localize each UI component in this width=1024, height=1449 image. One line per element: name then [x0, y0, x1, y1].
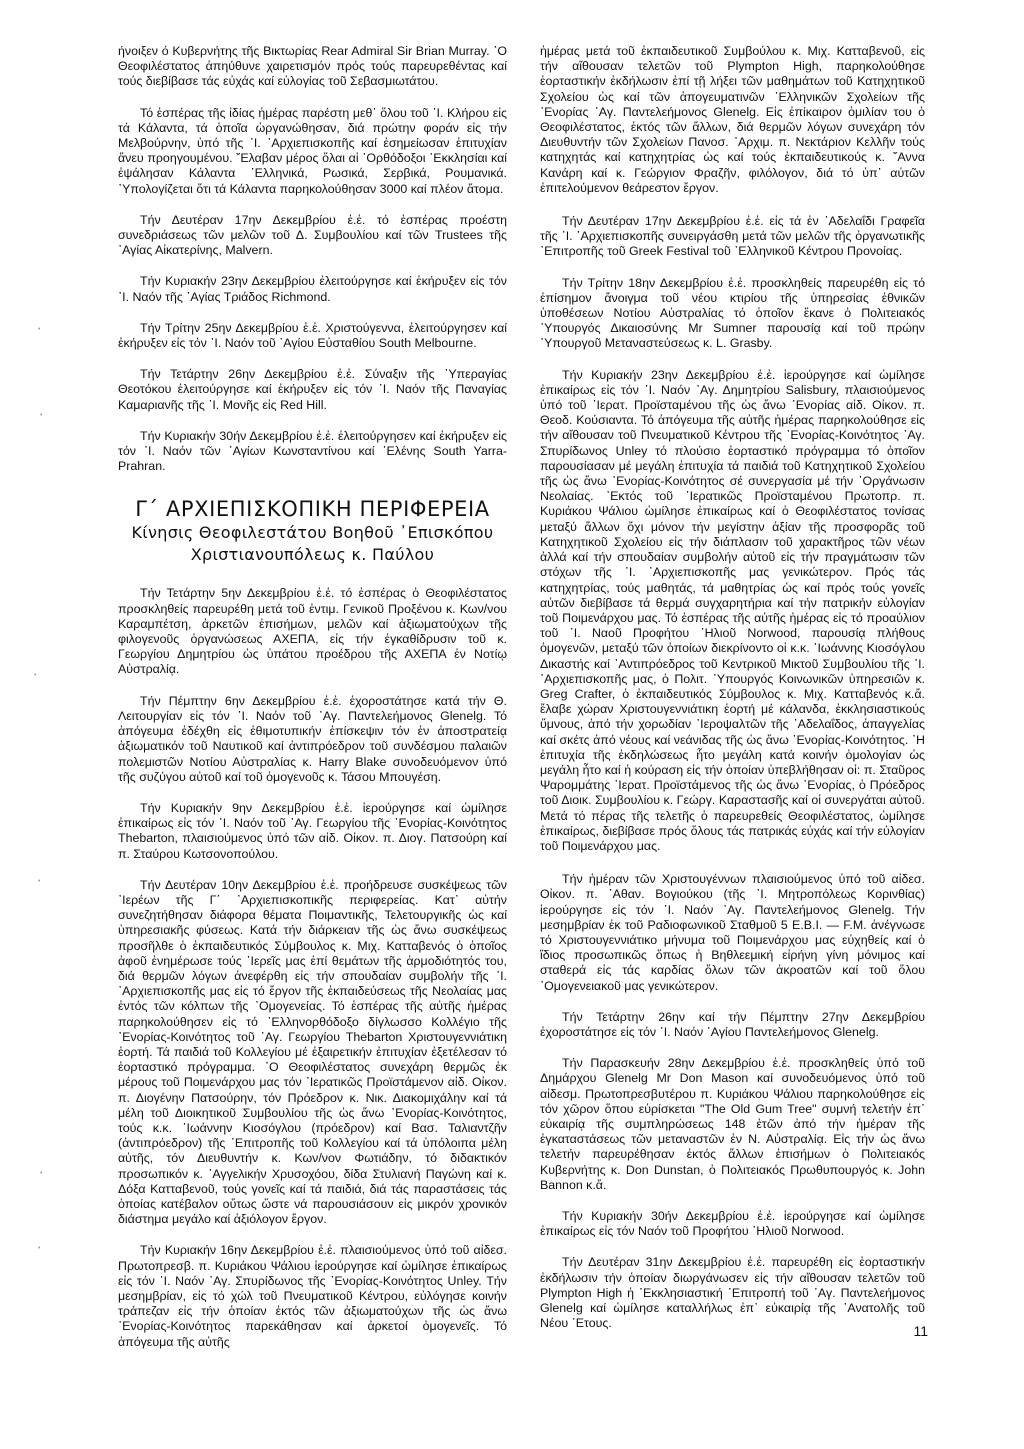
paragraph: Τήν Τρίτην 18ην Δεκεμβρίου ἐ.ἐ. προσκληθείς παρευρέθη εἰς τό ἐπίσημον ἄνοιγμα τοῦ νέου κτιρίου τῆς ὑπηρεσίας ἐθνικῶν ὑποθέσεων Νοτίου Αὐστραλίας τό ὁποῖον ἔκανε ὁ Πολιτειακός ᾽Υπουργός Δικαιοσύνης Mr Sumner παρουσίᾳ καί τοῦ πρώην ᾽Υπουργοῦ Μεταναστεύσεως κ. L. Grasby.: [540, 275, 925, 351]
paragraph: Τήν Δευτέραν 31ην Δεκεμβρίου ἐ.ἐ. παρευρέθη εἰς ἑορταστικήν ἐκδήλωσιν τήν ὁποίαν διωργάνωσεν εἰς τήν αἴθουσαν τελετῶν τοῦ Plympton High ἡ ᾽Εκκλησιαστική ᾽Επιτροπή τοῦ ᾽Αγ. Παντελεήμονος Glenelg καί ὡμίλησε καταλλήλως ἐπ᾽ εὐκαιρίᾳ τῆς ᾽Ανατολῆς τοῦ Νέου ᾽Ετους.: [540, 1255, 925, 1331]
paragraph: Τήν Κυριακήν 23ην Δεκεμβρίου ἐ.ἐ. ἱερούργησε καί ὡμίλησε ἐπικαίρως εἰς τόν ᾽Ι. Ναόν ᾽Αγ. Δημητρίου Salisbury, πλαισιούμενος ὑπό τοῦ ᾽Ιερατ. Προϊσταμένου τῆς ὡς ἄνω ᾽Ενορίας αἰδ. Οἰκον. π. Θεοδ. Κούσιαντα. Τό ἀπόγευμα τῆς αὐτῆς ἡμέρας παρηκολούθησε εἰς τήν αἴθουσαν τοῦ Πνευματικοῦ Κέντρου τῆς ᾽Ενορίας-Κοινότητος ᾽Αγ. Σπυρίδωνος Unley τό πλούσιο ἑορταστικό πρόγραμμα τό ὁποῖον παρουσίασαν μέ μεγάλη ἐπιτυχία τά παιδιά τοῦ Κατηχητικοῦ Σχολείου τῆς ὡς ἄνω ᾽Ενορίας-Κοινότητος σέ συνεργασία μέ τήν ᾽Οργάνωσιν Νεολαίας. ᾽Εκτός τοῦ ᾽Ιερατικῶς Προϊσταμένου Πρωτοπρ. π. Κυριάκου Ψάλιου ὡμίλησε ἐπικαίρως καί ὁ Θεοφιλέστατος τονίσας μεταξύ ἄλλων ὄχι μόνον τήν μεγίστην ἀξίαν τῆς προσφορᾶς τοῦ Κατηχητικοῦ Σχολείου εἰς τήν διάπλασιν τοῦ χαρακτῆρος τῶν νέων ἀλλά καί τήν σπουδαίαν συμβολήν αὐτοῦ εἰς τήν πραγμάτωσιν τῶν στόχων τῆς ᾽Ι. ᾽Αρχιεπισκοπῆς μας γενικώτερον. Πρός τάς κατηχητρίας, τούς μαθητάς, τά μαθητρίας ὡς καί πρός τούς γονεῖς αὐτῶν διεβίβασε τά θερμά συγχαρητήρια καί τήν πατρικήν εὐλογίαν τοῦ Ποιμενάρχου μας. Τό ἑσπέρας τῆς αὐτῆς ἡμέρας εἰς τό προαύλιον τοῦ ᾽Ι. Ναοῦ Προφήτου ᾽Ηλιοῦ Norwood, παρουσίᾳ πλήθους ὁμογενῶν, μεταξύ τῶν ὁποίων διεκρίνοντο οἱ κ.κ. ᾽Ιωάννης Κιοσόγλου Δικαστής καί ᾽Αντιπρόεδρος τοῦ Κεντρικοῦ Μικτοῦ Συμβουλίου τῆς ᾽Ι. ᾽Αρχιεπισκοπῆς μας, ὁ Πολιτ. ᾽Υπουργός Κοινωνικῶν ὑπηρεσιῶν κ. Greg Crafter, ὁ ἐκπαιδευτικός Σύμβουλος κ. Μιχ. Κατταβενός κ.ἄ. ἔλαβε χώραν Χριστουγεννιάτικη ἑορτή μέ κάλανδα, ἐκκλησιαστικούς ὕμνους, ἀπό τήν χορωδίαν ᾽Ιεροψαλτῶν τῆς ᾽Αδελαΐδος, ἀπαγγελίας καί σκέτς ἀπό νέους καί νεάνιδας τῆς ὡς ἄνω ᾽Ενορίας-Κοινότητος. ᾽Η ἐπιτυχία τῆς ἐκδηλώσεως ἦτο μεγάλη κατά κοινήν ὁμολογίαν ὡς μεγάλη ἦτο καί ἡ κούραση εἰς τήν ὁποίαν ὑπεβλήθησαν οἱ: π. Σταῦρος Ψαρομμάτης ᾽Ιερατ. Προϊστάμενος τῆς ὡς ἄνω ᾽Ενορίας, ὁ Πρόεδρος τοῦ Διοικ. Συμβουλίου κ. Γεώργ. Καραστασῆς καί οἱ συνεργάται αὐτοῦ. Μετά τό πέρας τῆς τελετῆς ὁ παρευρεθείς Θεοφιλέστατος, ὡμίλησε ἐπικαίρως, διεβίβασε πρός ὅλους τάς πατρικάς εὐχάς καί τήν εὐλογίαν τοῦ Ποιμενάρχου μας.: [540, 367, 925, 853]
paragraph: ἡμέρας μετά τοῦ ἐκπαιδευτικοῦ Συμβούλου κ. Μιχ. Κατταβενοῦ, εἰς τήν αἴθουσαν τελετῶν τοῦ Plympton High, παρηκολούθησε ἑορταστικήν ἐκδήλωσιν ἐπί τῇ λήξει τῶν μαθημάτων τοῦ Κατηχητικοῦ Σχολείου ὡς καί τῶν ἀπογευματινῶν ᾽Ελληνικῶν Σχολείων τῆς ᾽Ενορίας ᾽Αγ. Παντελεήμονος Glenelg. Εἰς ἐπίκαιρον ὁμιλίαν του ὁ Θεοφιλέστατος, ἐκτός τῶν ἄλλων, διά θερμῶν λόγων συνεχάρη τόν Διευθυντήν τῶν Σχολείων Πανοσ. ᾽Αρχιμ. π. Νεκτάριον Κελλῆν τούς κατηχητάς καί κατηχητρίας ὡς καί τούς ἐκπαιδευτικούς κ. ῎Αννα Κανάρη καί κ. Γεώργιον Φραζῆν, φιλόλογον, διά τό ὑπ᾽ αὐτῶν ἐπιτελούμενον θεάρεστον ἔργον.: [540, 44, 925, 195]
page-number: 11: [913, 1323, 928, 1339]
margin-speck: •: [40, 412, 43, 419]
paragraph: ήνοιξεν ό Κυβερνήτης τῆς Βικτωρίας Rear Admiral Sir Brian Murray. ᾽Ο Θεοφιλέστατος ἀπηύθυνε χαιρετισμόν πρός τούς παρευρεθέντας καί τούς διεβίβασε τάς εὐχάς καί εὐλογίας τοῦ Σεβασμιωτάτου.: [118, 44, 507, 89]
margin-speck: •: [38, 878, 41, 885]
section-heading: [118, 496, 507, 566]
section-subtitle: Κίνησις Θεοφιλεστάτου Βοηθοῦ ᾽Επισκόπου: [131, 523, 494, 543]
paragraph: Τήν Πέμπτην 6ην Δεκεμβρίου ἐ.ἐ. ἐχοροστάτησε κατά τήν Θ. Λειτουργίαν εἰς τόν ᾽Ι. Ναόν τοῦ ᾽Αγ. Παντελεήμονος Glenelg. Τό ἀπόγευμα ἐδέχθη εἰς ἐθιμοτυπικήν ἐπίσκεψιν τόν ἐν ἀποστρατείᾳ ἀξιωματικόν τοῦ Ναυτικοῦ καί ἀντιπρόεδρον τοῦ συνδέσμου παλαιῶν πολεμιστῶν Νοτίου Αὐστραλίας κ. Harry Blake συνοδευόμενον ὑπό τῆς συζύγου αὐτοῦ καί τοῦ ὁμογενοῦς κ. Τάσου Μπουγέση.: [118, 693, 507, 784]
paragraph: Τήν Δευτέραν 17ην Δεκεμβρίου ἐ.ἐ. εἰς τά ἐν ᾽Αδελαΐδι Γραφεῖα τῆς ᾽Ι. ᾽Αρχιεπισκοπῆς συνειργάσθη μετά τῶν μελῶν τῆς ὀργανωτικῆς ᾽Επιτροπῆς τοῦ Greek Festival τοῦ ᾽Ελληνικοῦ Κέντρου Προνοίας.: [540, 214, 925, 259]
margin-speck: •: [38, 326, 41, 333]
paragraph: Τήν Κυριακήν 9ην Δεκεμβρίου ἐ.ἐ. ἱερούργησε καί ὡμίλησε ἐπικαίρως εἰς τόν ᾽Ι. Ναόν τοῦ ᾽Αγ. Γεωργίου τῆς ᾽Ενορίας-Κοινότητος Thebarton, πλαισιούμενος ὑπό τῶν αἰδ. Οἰκον. π. Διογ. Πατσούρη καί π. Σταύρου Κωτσονοπούλου.: [118, 800, 507, 861]
paragraph: Τήν Τετάρτην 5ην Δεκεμβρίου ἐ.ἐ. τό ἑσπέρας ὁ Θεοφιλέστατος προσκληθείς παρευρέθη μετά τοῦ ἐντιμ. Γενικοῦ Προξένου κ. Κων/νου Καραμπέτση, ἀρκετῶν ἐπισήμων, μελῶν καί ἀξιωματούχων τῆς φιλογενοῦς ὀργανώσεως ΑΧΕΠΑ, εἰς τήν ἐγκαθίδρυσιν τοῦ κ. Γεωργίου Δημητρίου ὡς ὑπάτου προέδρου τῆς ΑΧΕΠΑ ἐν Νοτίῳ Αὐστραλίᾳ.: [118, 586, 507, 677]
paragraph: Τήν Τρίτην 25ην Δεκεμβρίου ἐ.ἐ. Χριστούγεννα, ἐλειτούργησεν καί ἐκήρυξεν εἰς τόν ᾽Ι. Ναόν τοῦ ᾽Αγίου Εὐσταθίου South Melbourne.: [118, 320, 507, 351]
section-subtitle: Χριστιανουπόλεως κ. Παύλου: [190, 545, 435, 565]
margin-speck: •: [40, 1170, 43, 1177]
section-title: Γ΄ ΑΡΧΙΕΠΙΣΚΟΠΙΚΗ ΠΕΡΙΦΕΡΕΙΑ: [135, 497, 490, 522]
margin-speck: •: [34, 672, 37, 679]
paragraph: Τήν Δευτέραν 17ην Δεκεμβρίου ἐ.ἐ. τό ἑσπέρας προέστη συνεδριάσεως τῶν μελῶν τοῦ Δ. Συμβουλίου καί τῶν Trustees τῆς ᾽Αγίας Αἰκατερίνης, Malvern.: [118, 212, 507, 258]
right-column: [540, 44, 925, 1347]
paragraph: Τήν Τετάρτην 26ην καί τήν Πέμπτην 27ην Δεκεμβρίου ἐχοροστάτησε εἰς τόν ᾽Ι. Ναόν ᾽Αγίου Παντελεήμονος Glenelg.: [540, 1009, 925, 1039]
margin-speck: •: [38, 1245, 41, 1252]
left-column: [118, 44, 507, 1366]
paragraph: Τό ἑσπέρας τῆς ἰδίας ἡμέρας παρέστη μεθ᾽ ὅλου τοῦ ᾽Ι. Κλήρου εἰς τά Κάλαντα, τά ὁποῖα ὠργανώθησαν, διά πρώτην φοράν εἰς τήν Μελβούρνην, ὑπό τῆς ᾽Ι. ᾽Αρχιεπισκοπῆς καί ἐσημείωσαν ἐπιτυχίαν ἄνευ προηγουμένου. ῎Ελαβαν μέρος ὅλαι αἱ ᾽Ορθόδοξοι ᾽Εκκλησίαι καί ἐψάλησαν Κάλαντα ᾽Ελληνικά, Ρωσικά, Σερβικά, Ρουμανικά. ᾽Υπολογίζεται ὅτι τά Κάλαντα παρηκολούθησαν 3000 καί πλέον ἄτομα.: [118, 105, 507, 196]
paragraph: Τήν Παρασκευήν 28ην Δεκεμβρίου ἐ.ἐ. προσκληθείς ὑπό τοῦ Δημάρχου Glenelg Mr Don Mason καί συνοδευόμενος ὑπό τοῦ αἰδεσμ. Πρωτοπρεσβυτέρου π. Κυριάκου Ψάλιου παρηκολούθησε εἰς τόν χῶρον ὅπου εὑρίσκεται "The Old Gum Tree" συμνή τελετήν ἐπ᾽ εὐκαιρίᾳ τῆς συμπληρώσεως 148 ἐτῶν ἀπό τήν ἡμέραν τῆς ἐγκαταστάσεως τῶν μεταναστῶν ἐν Ν. Αὐστραλίᾳ. Εἰς τήν ὡς ἄνω τελετήν παρευρέθησαν ἐκτός ἄλλων ἐπισήμων ὁ Πολιτειακός Κυβερνήτης κ. Don Dunstan, ὁ Πολιτειακός Πρωθυπουργός κ. John Bannon κ.ἄ.: [540, 1056, 925, 1192]
paragraph: Τήν Δευτέραν 10ην Δεκεμβρίου ἐ.ἐ. προήδρευσε συσκέψεως τῶν ᾽Ιερέων τῆς Γ΄ ᾽Αρχιεπισκοπικῆς περιφερείας. Κατ᾽ αὐτήν συνεζητήθησαν διάφορα θέματα Ποιμαντικῆς, Τελετουργικῆς ὡς καί ὑπηρεσιακῆς φύσεως. Κατά τήν διάρκειαν τῆς ὡς ἄνω συσκέψεως προσῆλθε ὁ ἐκπαιδευτικός Σύμβουλος κ. Μιχ. Κατταβενός ὁ ὁποῖος ἀφοῦ ἐνημέρωσε τούς ᾽Ιερεῖς μας ἐπί θεμάτων τῆς ἁρμοδιότητός του, διά θερμῶν λόγων ἀνεφέρθη εἰς τήν σπουδαίαν συμβολήν τῆς ᾽Ι. ᾽Αρχιεπισκοπῆς μας εἰς τό ἔργον τῆς ἐκπαιδεύσεως τῆς Νεολαίας μας ἐντός τῶν κόλπων τῆς ᾽Ομογενείας. Τό ἑσπέρας τῆς αὐτῆς ἡμέρας παρηκολούθησεν εἰς τό ᾽Ελληνορθόδοξο δίγλωσσο Κολλέγιο τῆς ᾽Ενορίας-Κοινότητος τοῦ ᾽Αγ. Γεωργίου Thebarton Χριστουγεννιάτικη ἑορτή. Τά παιδιά τοῦ Κολλεγίου μέ ἐξαιρετικήν ἐπιτυχίαν ἐξετέλεσαν τό ἑορταστικό πρόγραμμα. ᾽Ο Θεοφιλέστατος συνεχάρη θερμῶς ἐκ μέρους τοῦ Ποιμενάρχου μας τόν ᾽Ιερατικῶς Προϊστάμενον αἰδ. Οἰκον. π. Διογένην Πατσούρην, τόν Πρόεδρον κ. Νικ. Διακομιχάλην καί τά μέλη τοῦ Διοικητικοῦ Συμβουλίου τῆς ὡς ἄνω ᾽Ενορίας-Κοινότητος, τούς κ.κ. ᾽Ιωάννην Κιοσόγλου (πρόεδρον) καί Βασ. Ταλιαντζῆν (ἀντιπρόεδρον) τῆς ᾽Επιτροπῆς τοῦ Κολλεγίου καί τά ὑπόλοιπα μέλη αὐτῆς, τόν Διευθυντήν κ. Κων/νον Φωτιάδην, τό διδακτικόν προσωπικόν κ. ᾽Αγγελικήν Χρυσοχόου, δίδα Στυλιανή Παγώνη καί κ. Δόξα Κατταβενοῦ, τούς γονεῖς καί τά παιδιά, διά τάς παραστάσεις τάς ὁποίας κατέβαλον οὕτως ὥστε νά παρουσιάσουν εἰς μικρόν χρονικόν διάστημα μεγάλο καί ἀξιόλογον ἔργον.: [118, 877, 507, 1227]
paragraph: Τήν Κυριακήν 30ήν Δεκεμβρίου ἐ.ἐ. ἱερούργησε καί ὡμίλησε ἐπικαίρως εἰς τόν Ναόν τοῦ Προφήτου ᾽Ηλιοῦ Norwood.: [540, 1209, 925, 1239]
paragraph: Τήν Κυριακήν 16ην Δεκεμβρίου ἐ.ἐ. πλαισιούμενος ὑπό τοῦ αἰδεσ. Πρωτοπρεσβ. π. Κυριάκου Ψάλιου ἱερούργησε καί ὡμίλησε ἐπικαίρως εἰς τόν ᾽Ι. Ναόν ᾽Αγ. Σπυρίδωνος τῆς ᾽Ενορίας-Κοινότητος Unley. Τήν μεσημβρίαν, εἰς τό χώλ τοῦ Πνευματικοῦ Κέντρου, εὐλόγησε κοινήν τράπεζαν εἰς τήν ὁποίαν ἐκτός τῶν ἀξιωματούχων τῆς ὡς ἄνω ᾽Ενορίας-Κοινότητος παρεκάθησαν καί ἀρκετοί ὁμογενεῖς. Τό ἀπόγευμα τῆς αὐτῆς: [118, 1243, 507, 1349]
paragraph: Τήν Τετάρτην 26ην Δεκεμβρίου ἐ.ἐ. Σύναξιν τῆς ᾽Υπεραγίας Θεοτόκου ἐλειτούργησε καί ἐκήρυξεν εἰς τόν ᾽Ι. Ναόν τῆς Παναγίας Καμαριανῆς τῆς ᾽Ι. Μονῆς εἰς Red Hill.: [118, 367, 507, 412]
paragraph: Τήν Κυριακήν 30ήν Δεκεμβρίου ἐ.ἐ. ἐλειτούργησεν καί ἐκήρυξεν εἰς τόν ᾽Ι. Ναόν τῶν ᾽Αγίων Κωνσταντίνου καί ᾽Ελένης South Yarra-Prahran.: [118, 428, 507, 474]
paragraph: Τήν Κυριακήν 23ην Δεκεμβρίου ἐλειτούργησε καί ἐκήρυξεν εἰς τόν ᾽Ι. Ναόν τῆς ᾽Αγίας Τριάδος Richmond.: [118, 274, 507, 304]
paragraph: Τήν ἡμέραν τῶν Χριστουγέννων πλαισιούμενος ὑπό τοῦ αἰδεσ. Οἰκον. π. ᾽Αθαν. Βογιούκου (τῆς ᾽Ι. Μητροπόλεως Κορινθίας) ἱερούργησε εἰς τόν ᾽Ι. Ναόν ᾽Αγ. Παντελεήμονος Glenelg. Τήν μεσημβρίαν ἐκ τοῦ Ραδιοφωνικοῦ Σταθμοῦ 5 E.B.I. — F.M. ἀνέγνωσε τό Χριστουγεννιάτικο μήνυμα τοῦ Ποιμενάρχου μας εὐχηθείς καί ὁ ἴδιος προσωπικῶς ὅπως ἡ Βηθλεεμική εἰρήνη γίνη μόνιμος καί σταθερά εἰς τάς καρδίας ὅλων τῶν ἀκροατῶν καί τοῦ ὅλου ᾽Ομογενειακοῦ μας γενικώτερον.: [540, 872, 925, 993]
